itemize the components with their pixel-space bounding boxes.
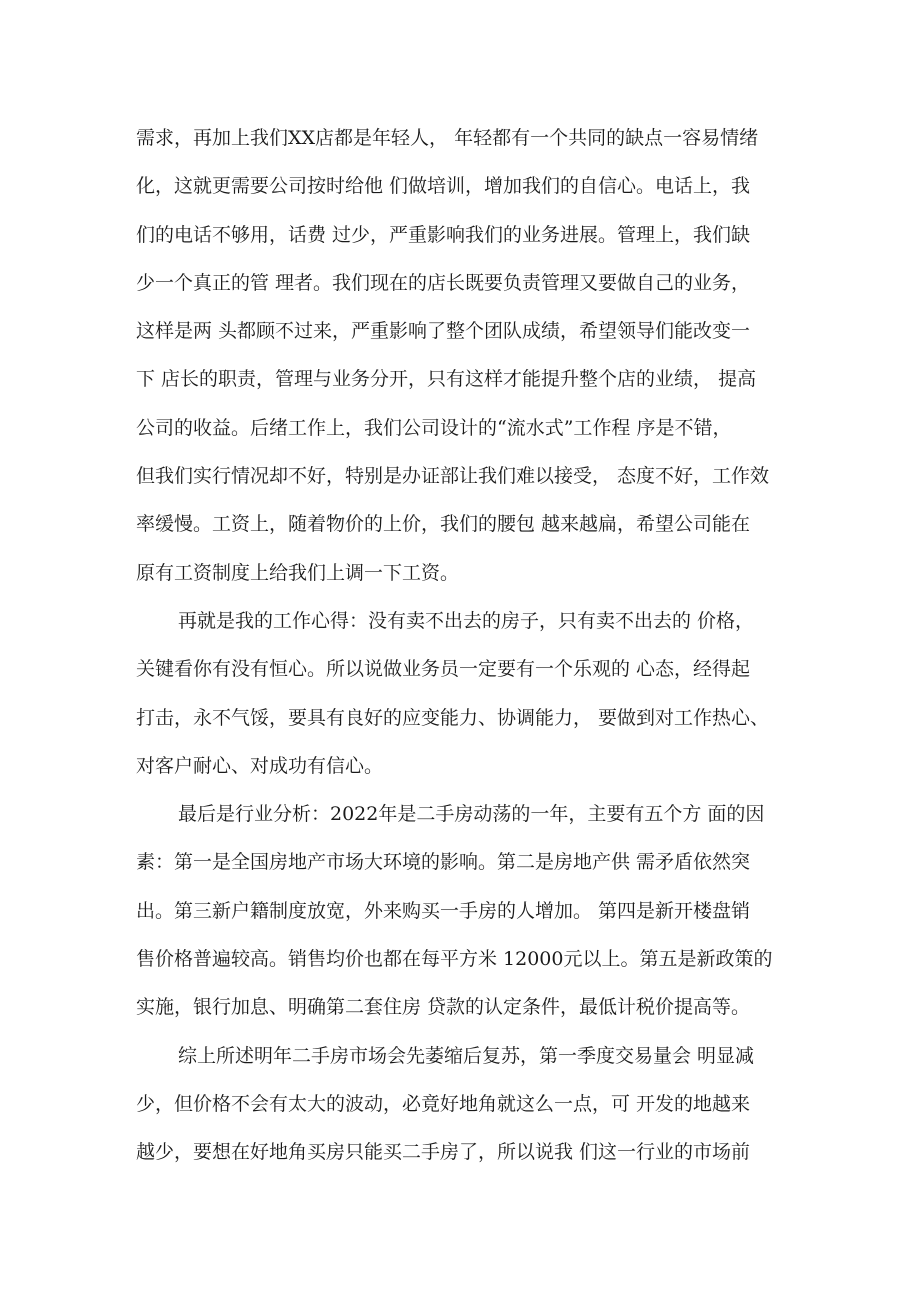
text-line: 率缓慢。工资上，随着物价的上价，我们的腰包 越来越扁，希望公司能在 bbox=[136, 513, 751, 536]
paragraph-start-line: 再就是我的工作心得：没有卖不出去的房子，只有卖不出去的 价格， bbox=[178, 609, 755, 632]
text-line: 越少，要想在好地角买房只能买二手房了，所以说我 们这一行业的市场前 bbox=[136, 1141, 751, 1164]
paragraph-start-line: 最后是行业分析：2022年是二手房动荡的一年，主要有五个方 面的因 bbox=[178, 803, 765, 826]
text-line: 打击，永不气馁，要具有良好的应变能力、协调能力， 要做到对工作热心、 bbox=[136, 706, 770, 729]
body-text bbox=[136, 114, 806, 1177]
text-line: 化，这就更需要公司按时给他 们做培训，增加我们的自信心。电话上，我 bbox=[136, 175, 751, 198]
text-line: 公司的收益。后绪工作上，我们公司设计的“流水式”工作程 序是不错， bbox=[136, 416, 732, 439]
text-line: 对客户耐心、对成功有信心。 bbox=[136, 754, 384, 777]
text-line: 下 店长的职责，管理与业务分开，只有这样才能提升整个店的业绩， 提高 bbox=[136, 368, 757, 391]
text-line: 原有工资制度上给我们上调一下工资。 bbox=[136, 561, 460, 584]
text-line: 实施，银行加息、明确第二套住房 贷款的认定条件，最低计税价提高等。 bbox=[136, 996, 751, 1019]
text-line: 售价格普遍较高。销售均价也都在每平方米 12000元以上。第五是新政策的 bbox=[136, 948, 773, 971]
text-line: 需求，再加上我们XX店都是年轻人， 年轻都有一个共同的缺点一容易情绪 bbox=[136, 127, 759, 149]
text-line: 少，但价格不会有太大的波动，必竟好地角就这么一点，可 开发的地越来 bbox=[136, 1092, 751, 1115]
text-line: 这样是两 头都顾不过来，严重影响了整个团队成绩，希望领导们能改变一 bbox=[136, 320, 751, 343]
text-line: 出。第三新户籍制度放宽，外来购买一手房的人增加。 第四是新开楼盘销 bbox=[136, 899, 751, 922]
paragraph-start-line: 综上所述明年二手房市场会先萎缩后复苏，第一季度交易量会 明显减 bbox=[178, 1044, 755, 1067]
text-line: 但我们实行情况却不好，特别是办证部让我们难以接受， 态度不好，工作效 bbox=[136, 465, 770, 488]
text-line: 素：第一是全国房地产市场大环境的影响。第二是房地产供 需矛盾依然突 bbox=[136, 851, 751, 874]
text-line: 少一个真正的管 理者。我们现在的店长既要负责管理又要做自己的业务， bbox=[136, 271, 751, 294]
text-line: 关键看你有没有恒心。所以说做业务员一定要有一个乐观的 心态，经得起 bbox=[136, 658, 751, 681]
text-line: 们的电话不够用，话费 过少，严重影响我们的业务进展。管理上，我们缺 bbox=[136, 223, 751, 246]
